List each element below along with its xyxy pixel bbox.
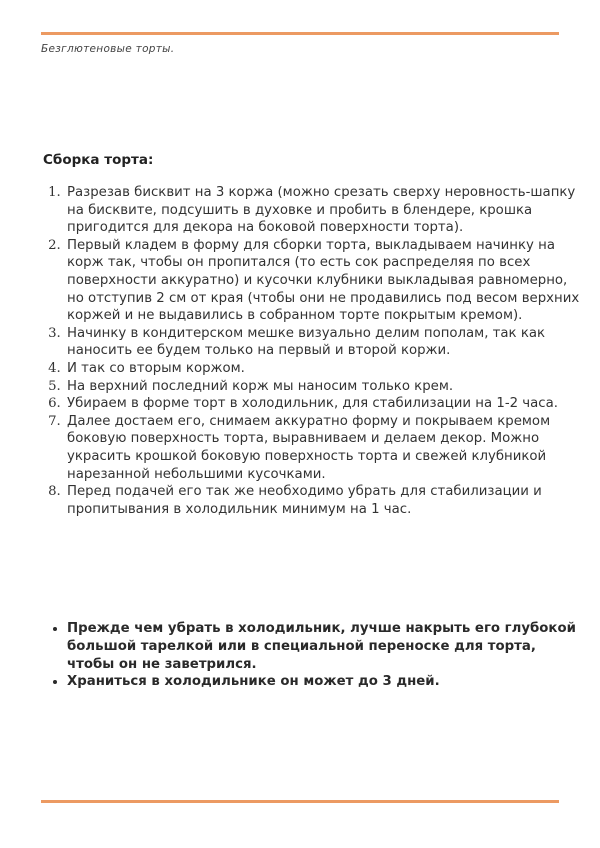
footer-rule: [41, 800, 559, 803]
step-item: 1. Разрезав бисквит на 3 коржа (можно срезать сверху неровность-шапку на бисквите, подсушить в духовке и пробить в блендере, крошка пригодится для декора на боковой поверхности торта).: [65, 184, 585, 237]
note-item: • Храниться в холодильнике он может до 3 дней.: [67, 673, 587, 691]
header-rule: [41, 32, 559, 35]
storage-notes-list: [45, 620, 587, 691]
step-item: 4. И так со вторым коржом.: [65, 360, 585, 378]
step-item: 7. Далее достаем его, снимаем аккуратно форму и покрываем кремом боковую поверхность торта, выравниваем и делаем декор. Можно украсить крошкой боковую поверхность торта и свежей клубникой нарезанной небольшими кусочками.: [65, 413, 585, 483]
running-head: Безглютеновые торты.: [41, 43, 175, 55]
assembly-steps-list: [40, 184, 585, 518]
step-item: 2. Первый кладем в форму для сборки торта, выкладываем начинку на корж так, чтобы он пропитался (то есть сок распределяя по всех поверхности аккуратно) и кусочки клубники выкладывая равномерно, но отступив 2 см от края (чтобы они не продавились под весом верхних коржей и не выдавились в собранном торте покрытым кремом).: [65, 237, 585, 325]
step-item: 8. Перед подачей его так же необходимо убрать для стабилизации и пропитывания в холодильник минимум на 1 час.: [65, 483, 585, 518]
step-item: 5. На верхний последний корж мы наносим только крем.: [65, 378, 585, 396]
section-title: Сборка торта:: [43, 152, 154, 168]
note-item: • Прежде чем убрать в холодильник, лучше накрыть его глубокой большой тарелкой или в специальной переноске для торта, чтобы он не заветрился.: [67, 620, 587, 673]
step-item: 6. Убираем в форме торт в холодильник, для стабилизации на 1-2 часа.: [65, 395, 585, 413]
step-item: 3. Начинку в кондитерском мешке визуально делим пополам, так как наносить ее будем только на первый и второй коржи.: [65, 325, 585, 360]
